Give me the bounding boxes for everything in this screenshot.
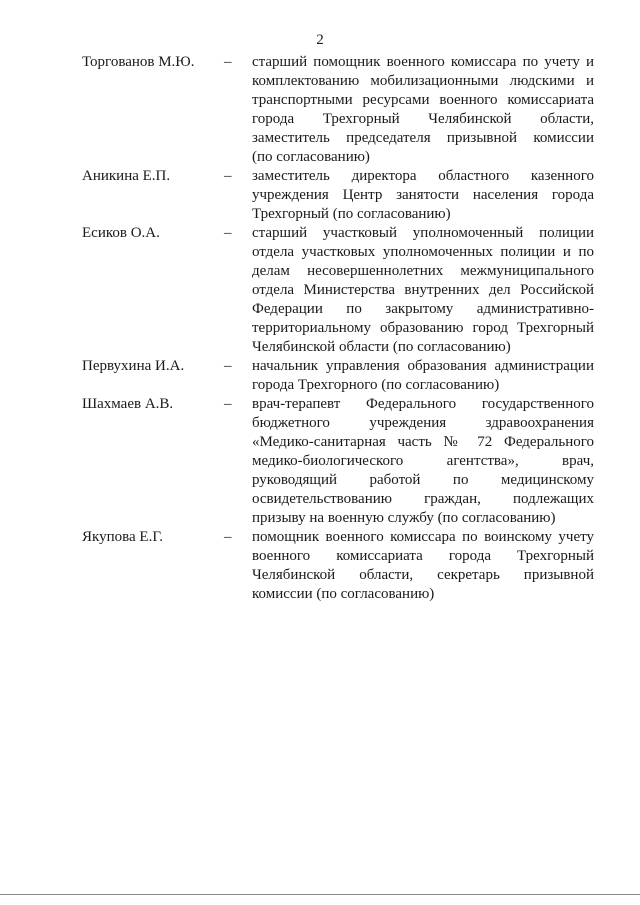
member-name: Первухина И.А. [82, 358, 185, 374]
role-line: комиссии (по согласованию) [252, 586, 435, 602]
role-line: отдела участковых уполномоченных полиции и по [252, 244, 594, 260]
member-entry [0, 395, 640, 528]
member-entry [0, 167, 640, 224]
member-dash: – [224, 54, 232, 70]
role-line: помощник военного комиссара по воинскому учету [252, 529, 594, 545]
role-line: (по согласованию) [252, 149, 370, 165]
member-dash: – [224, 396, 232, 412]
member-role [252, 395, 594, 528]
role-line: города Трехгорный Челябинской области, [252, 111, 594, 127]
role-line: призыву на военную службу (по согласованию) [252, 510, 556, 526]
role-line: Трехгорный (по согласованию) [252, 206, 451, 222]
role-line: старший помощник военного комиссара по учету и [252, 54, 594, 70]
member-dash: – [224, 225, 232, 241]
role-line: территориальному образованию город Трехгорный [252, 320, 594, 336]
role-line: Челябинской области (по согласованию) [252, 339, 511, 355]
role-line: Федерации по закрытому административно- [252, 301, 594, 317]
role-line: медико-биологического агентства», врач, [252, 453, 594, 469]
member-role [252, 357, 594, 395]
role-line: учреждения Центр занятости населения города [252, 187, 594, 203]
role-line: «Медико-санитарная часть № 72 Федерального [252, 434, 594, 450]
role-line: Челябинской области, секретарь призывной [252, 567, 594, 583]
member-role [252, 167, 594, 224]
role-line: города Трехгорного (по согласованию) [252, 377, 500, 393]
role-line: транспортными ресурсами военного комиссариата [252, 92, 594, 108]
role-line: комплектованию мобилизационными людскими и [252, 73, 594, 89]
member-role [252, 224, 594, 357]
member-name: Якупова Е.Г. [82, 529, 164, 545]
role-line: заместитель председателя призывной комиссии [252, 130, 594, 146]
bottom-rule [0, 894, 640, 895]
page-number: 2 [316, 32, 324, 48]
role-line: старший участковый уполномоченный полиции [252, 225, 594, 241]
role-line: врач-терапевт Федерального государственного [252, 396, 594, 412]
member-entry [0, 53, 640, 167]
role-line: бюджетного учреждения здравоохранения [252, 415, 594, 431]
member-dash: – [224, 529, 232, 545]
role-line: делам несовершеннолетних межмуниципального [252, 263, 594, 279]
role-line: отдела Министерства внутренних дел Российской [252, 282, 594, 298]
member-name: Есиков О.А. [82, 225, 160, 241]
role-line: заместитель директора областного казенного [252, 168, 594, 184]
member-dash: – [224, 168, 232, 184]
member-name: Торгованов М.Ю. [82, 54, 195, 70]
role-line: руководящий работой по медицинскому [252, 472, 594, 488]
member-entry [0, 224, 640, 357]
role-line: освидетельствованию граждан, подлежащих [252, 491, 594, 507]
member-dash: – [224, 358, 232, 374]
member-role [252, 528, 594, 604]
commission-members-list [0, 53, 640, 604]
member-entry [0, 528, 640, 604]
member-role [252, 53, 594, 167]
role-line: военного комиссариата города Трехгорный [252, 548, 594, 564]
member-entry [0, 357, 640, 395]
member-name: Шахмаев А.В. [82, 396, 174, 412]
role-line: начальник управления образования администрации [252, 358, 594, 374]
member-name: Аникина Е.П. [82, 168, 171, 184]
